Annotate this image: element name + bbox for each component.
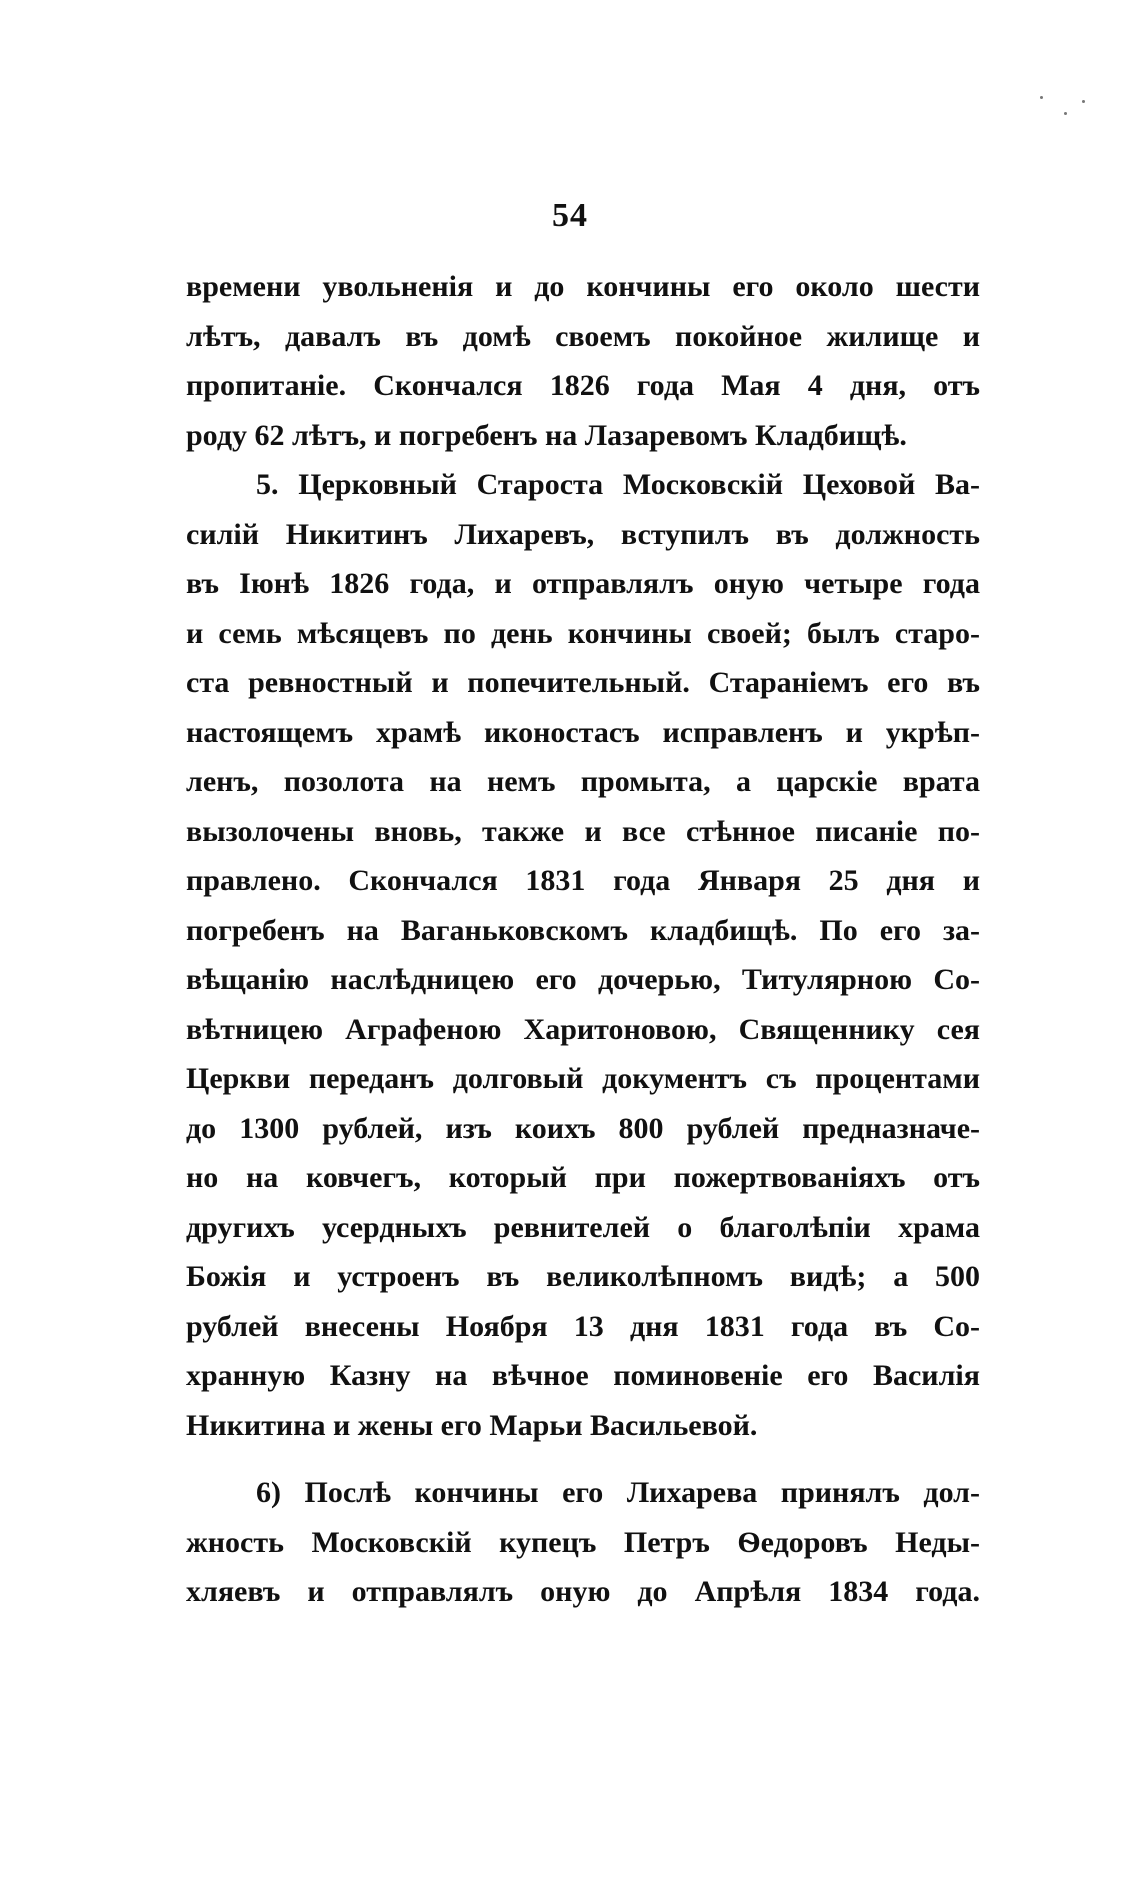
text-line: жность Московскій купецъ Петръ Ѳедоровъ Неды-	[186, 1525, 980, 1559]
text-line: погребенъ на Ваганьковскомъ кладбищѣ. По его за-	[186, 913, 980, 947]
print-speck	[1040, 96, 1043, 99]
text-line: ленъ, позолота на немъ промыта, а царскіе врата	[186, 765, 980, 798]
text-line: рублей внесены Ноября 13 дня 1831 года въ Со-	[186, 1309, 980, 1343]
text-line: но на ковчегъ, который при пожертвованіяхъ отъ	[186, 1161, 980, 1194]
text-line: 6) Послѣ кончины его Лихарева принялъ дол-	[256, 1476, 980, 1509]
text-line: въ Іюнѣ 1826 года, и отправлялъ оную четыре года	[186, 567, 980, 600]
text-line: хляевъ и отправлялъ оную до Апрѣля 1834 года.	[186, 1575, 980, 1608]
text-line: роду 62 лѣтъ, и погребенъ на Лазаревомъ Кладбищѣ.	[186, 418, 907, 452]
text-line: ста ревностный и попечительный. Стараніемъ его въ	[186, 666, 980, 699]
text-line: 5. Церковный Староста Московскій Цеховой Ва-	[256, 468, 980, 501]
text-line: силій Никитинъ Лихаревъ, вступилъ въ должность	[186, 517, 980, 551]
text-line: пропитаніе. Скончался 1826 года Мая 4 дня, отъ	[186, 369, 980, 402]
text-line: вѣщанію наслѣдницею его дочерью, Титулярною Со-	[186, 963, 980, 996]
print-speck	[1082, 100, 1085, 103]
paragraph-gap	[186, 1450, 980, 1468]
body-text	[186, 262, 980, 1617]
text-line: Никитина и жены его Марьи Васильевой.	[186, 1408, 758, 1442]
text-line: Божія и устроенъ въ великолѣпномъ видѣ; а 500	[186, 1260, 980, 1293]
text-line: правлено. Скончался 1831 года Января 25 дня и	[186, 864, 980, 897]
text-line: другихъ усердныхъ ревнителей о благолѣпіи храма	[186, 1210, 980, 1244]
print-speck	[1064, 112, 1067, 115]
text-line: до 1300 рублей, изъ коихъ 800 рублей предназначе-	[186, 1111, 980, 1145]
text-line: хранную Казну на вѣчное поминовеніе его Василія	[186, 1359, 980, 1392]
text-line: настоящемъ храмѣ иконостасъ исправленъ и укрѣп-	[186, 715, 980, 749]
text-line: и семь мѣсяцевъ по день кончины своей; былъ старо-	[186, 616, 980, 650]
text-line: времени увольненія и до кончины его около шести	[186, 270, 980, 303]
text-line: вызолочены вновь, также и все стѣнное писаніе по-	[186, 814, 980, 848]
text-line: лѣтъ, давалъ въ домѣ своемъ покойное жилище и	[186, 319, 980, 353]
text-line: Церкви переданъ долговый документъ съ процентами	[186, 1062, 980, 1095]
page-number: 54	[552, 197, 588, 234]
text-line: вѣтницею Аграфеною Харитоновою, Священнику сея	[186, 1012, 980, 1046]
